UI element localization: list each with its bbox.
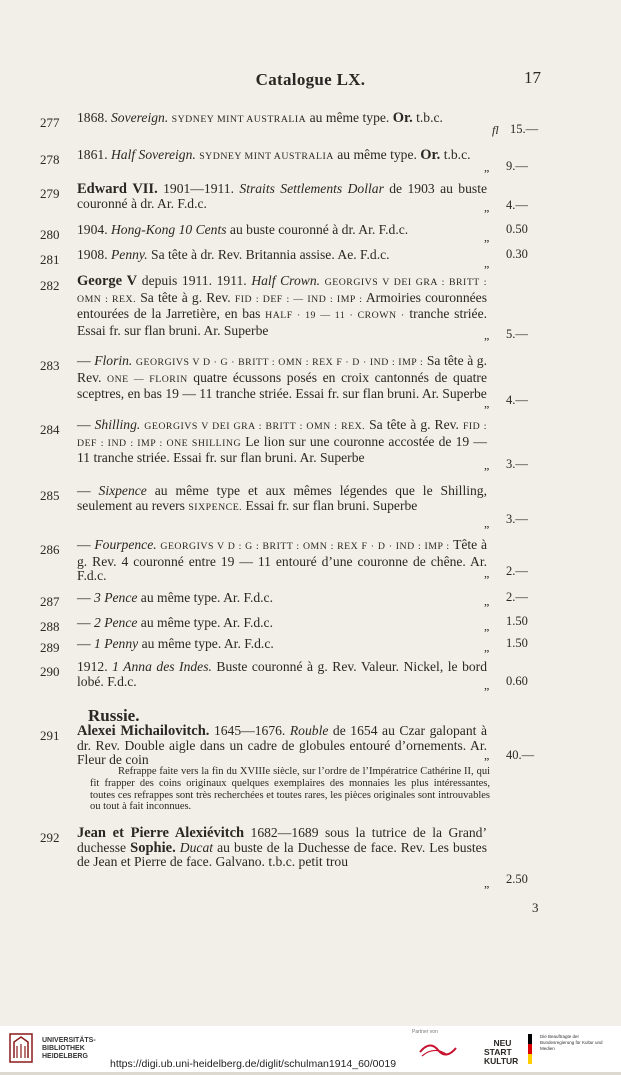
- entry-ditto-mark: fl: [492, 123, 499, 137]
- ub-seal-icon: [8, 1032, 34, 1064]
- partner-label: Partner von: [412, 1029, 438, 1035]
- neustart-kultur-logo: [484, 1030, 518, 1075]
- entry-number: 284: [40, 422, 60, 437]
- entry-ditto-mark: „: [484, 200, 490, 214]
- entry-ditto-mark: „: [484, 256, 490, 270]
- entry-description: 1908. Penny. Sa tête à dr. Rev. Britannia assise. Ae. F.d.c.: [77, 247, 390, 262]
- entry-description: — Sixpence au même type et aux mêmes légendes que le Shilling, seulement au revers SIXPENCE. Essai fr. sur flan bruni. Superbe: [77, 483, 487, 513]
- partner-logo-icon: [416, 1036, 472, 1062]
- entry-description: — 1 Penny au même type. Ar. F.d.c.: [77, 636, 274, 651]
- entry-number: 290: [40, 664, 60, 679]
- ub-heidelberg-logo[interactable]: [8, 1032, 108, 1066]
- entry-price: 9.—: [506, 159, 528, 173]
- entry-ditto-mark: „: [484, 566, 490, 580]
- entry-ditto-mark: „: [484, 678, 490, 692]
- entry-description: — 2 Pence au même type. Ar. F.d.c.: [77, 615, 273, 630]
- entry-description: George V depuis 1911. 1911. Half Crown. GEORGIVS V DEI GRA : BRITT : OMN : REX. Sa tête à g. Rev. FID : DEF : — IND : IMP : Armoiries couronnées entourées de la Jarretière, en bas HALF · 19 — 11 · CROWN · tranche striée. Essai fr. sur flan bruni. Ar. Superbe: [77, 273, 488, 338]
- entry-number: 282: [40, 278, 60, 293]
- entry-number: 291: [40, 728, 60, 743]
- entry-description: — Florin. GEORGIVS V D · G · BRITT : OMN : REX F · D · IND : IMP : Sa tête à g. Rev. ONE — FLORIN quatre écussons posés en croix cantonnés de quatre sceptres, en bas 19 — 11 tranche striée. Essai fr. sur flan bruni. Ar. Superbe: [77, 353, 488, 401]
- entry-price: 4.—: [506, 393, 528, 407]
- entry-number: 278: [40, 152, 60, 167]
- entry-description: 1904. Hong-Kong 10 Cents au buste couronné à dr. Ar. F.d.c.: [77, 222, 409, 237]
- entry-number: 289: [40, 640, 60, 655]
- entry-price: 0.60: [506, 674, 528, 688]
- entry-ditto-mark: „: [484, 230, 490, 244]
- entry-number: 292: [40, 830, 60, 845]
- entry-description: — 3 Pence au même type. Ar. F.d.c.: [77, 590, 273, 605]
- entry-ditto-mark: „: [484, 640, 490, 654]
- entry-ditto-mark: „: [484, 458, 490, 472]
- entry-number: 283: [40, 358, 60, 373]
- entry-price: 4.—: [506, 198, 528, 212]
- page-title: Catalogue LX.: [255, 70, 366, 89]
- entry-ditto-mark: „: [484, 594, 490, 608]
- entry-number: 286: [40, 542, 60, 557]
- entry-number: 279: [40, 186, 60, 201]
- entry-ditto-mark: „: [484, 516, 490, 530]
- page-number: 17: [524, 68, 541, 87]
- entry-description: 1912. 1 Anna des Indes. Buste couronné à g. Rev. Valeur. Nickel, le bord lobé. F.d.c.: [77, 659, 488, 689]
- bkm-label: Die Beauftragte der Bundesregierung für Kultur und Medien: [540, 1034, 603, 1051]
- entry-ditto-mark: „: [484, 160, 490, 174]
- entry-price: 1.50: [506, 614, 528, 628]
- entry-price: 0.50: [506, 222, 528, 236]
- german-flag-icon: [528, 1034, 538, 1064]
- entry-price: 3.—: [506, 512, 528, 526]
- entry-number: 287: [40, 594, 60, 609]
- ub-name: UNIVERSITÄTS- BIBLIOTHEK HEIDELBERG: [42, 1037, 96, 1060]
- entry-description: 1868. Sovereign. SYDNEY MINT AUSTRALIA au même type. Or. t.b.c.: [77, 110, 443, 126]
- entry-price: 2.—: [506, 564, 528, 578]
- note-291: Refrappe faite vers la fin du XVIIIe siècle, sur l’ordre de l’Impératrice Cathérine II, qui fit frapper des coins originaux quelques exemplaires des monnaies les plus intéressantes, toutes ces refrappes sont très recherchées et toutes rares, les pièces originales sont introuvables ou tout à fait inconnues.: [90, 766, 490, 813]
- entry-number: 288: [40, 619, 60, 634]
- entry-ditto-mark: „: [484, 748, 490, 762]
- entry-price: 15.—: [510, 122, 539, 136]
- entry-description: Jean et Pierre Alexiévitch 1682—1689 sous la tutrice de la Grand’ duchesse Sophie. Ducat au buste de la Duchesse de face. Rev. Les bustes de Jean et Pierre de face. Galvano. t.b.c. petit trou: [77, 825, 487, 869]
- viewer-bottom-bar: [0, 1026, 621, 1072]
- footer-number: 3: [532, 900, 539, 915]
- entry-number: 281: [40, 252, 60, 267]
- section-heading-russie: Russie.: [88, 706, 140, 725]
- entry-ditto-mark: „: [484, 328, 490, 342]
- entry-ditto-mark: „: [484, 619, 490, 633]
- entry-description: Edward VII. 1901—1911. Straits Settlements Dollar de 1903 au buste couronné à dr. Ar. F.d.c.: [77, 181, 488, 211]
- entry-price: 1.50: [506, 636, 528, 650]
- permalink-url[interactable]: https://digi.ub.uni-heidelberg.de/diglit/schulman1914_60/0019: [110, 1058, 397, 1070]
- entry-price: 2.50: [506, 872, 528, 886]
- entry-description: 1861. Half Sovereign. SYDNEY MINT AUSTRALIA au même type. Or. t.b.c.: [77, 147, 471, 163]
- entry-price: 5.—: [506, 327, 528, 341]
- entry-number: 277: [40, 115, 60, 130]
- entry-price: 40.—: [506, 748, 535, 762]
- entry-price: 2.—: [506, 590, 528, 604]
- entry-ditto-mark: „: [484, 396, 490, 410]
- entry-description: Alexei Michailovitch. 1645—1676. Rouble de 1654 au Czar galopant à dr. Rev. Double aigle dans un cadre de globules entouré d’ornements. Ar. Fleur de coin: [77, 723, 487, 767]
- entry-number: 280: [40, 227, 60, 242]
- entry-ditto-mark: „: [484, 876, 490, 890]
- neustart-text: NEU START KULTUR: [484, 1038, 519, 1066]
- entry-description: — Shilling. GEORGIVS V DEI GRA : BRITT : OMN : REX. Sa tête à g. Rev. FID : DEF : IND : IMP : ONE SHILLING Le lion sur une couronne accostée de 19 — 11 tranche striée. Essai fr. sur flan bruni. Ar. Superbe: [77, 417, 487, 465]
- entry-price: 3.—: [506, 457, 528, 471]
- entry-price: 0.30: [506, 247, 528, 261]
- entry-number: 285: [40, 488, 60, 503]
- entry-description: — Fourpence. GEORGIVS V D : G : BRITT : OMN : REX F · D · IND : IMP : Tête à g. Rev. 4 couronné entre 19 — 11 entouré d’une couronne de chêne. Ar. F.d.c.: [77, 537, 487, 583]
